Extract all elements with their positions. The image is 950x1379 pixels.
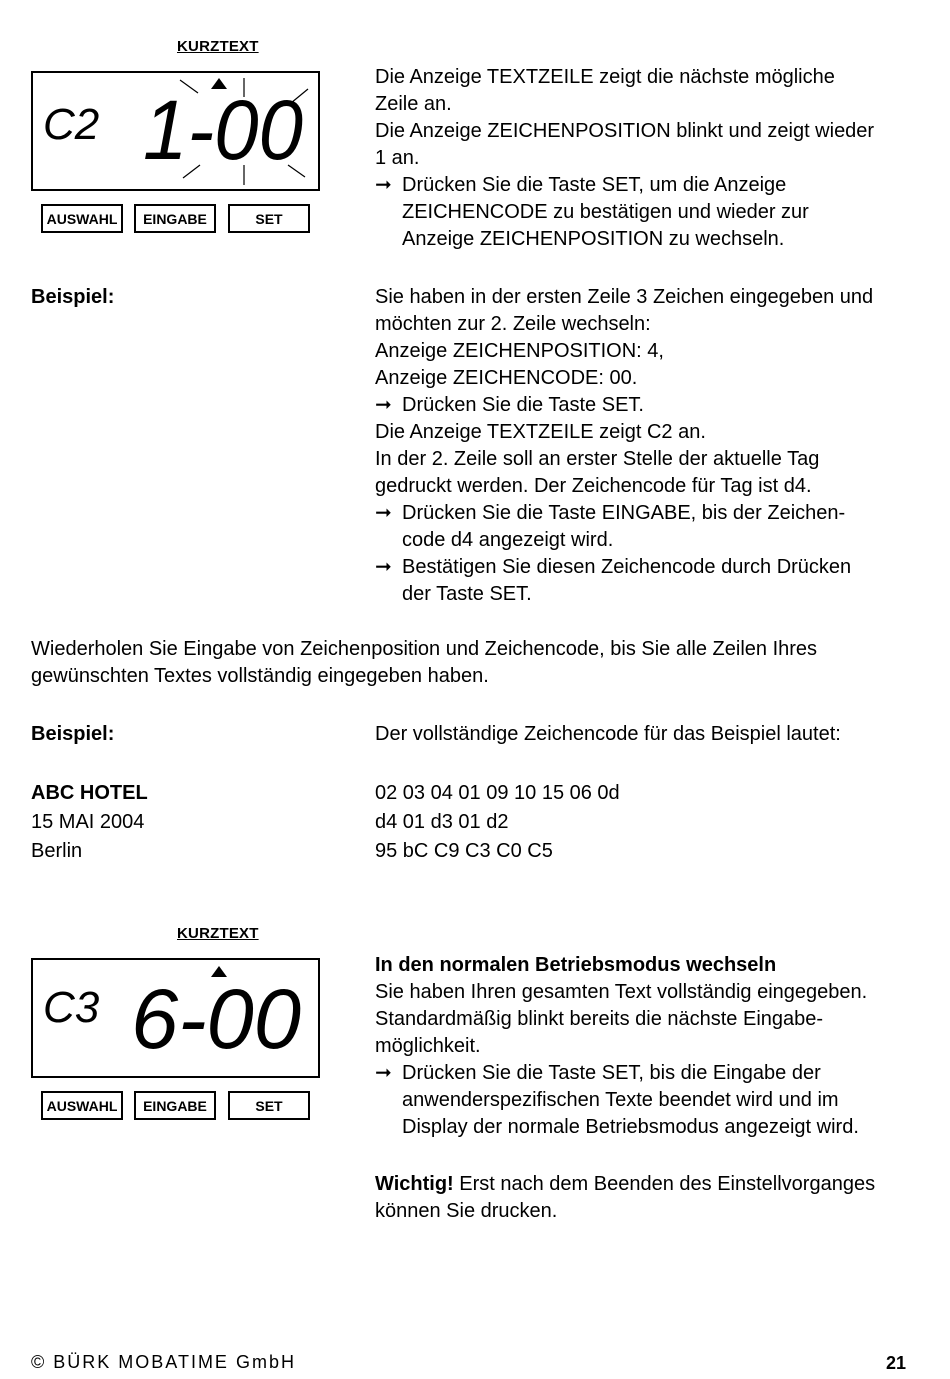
lcd-segments [33,960,318,1076]
example-text-line: Berlin [31,840,83,862]
lcd-display [31,71,320,191]
example2-intro: Der vollständige Zeichencode für das Beispiel lautet: [375,723,841,745]
footer-copyright: © BÜRK MOBATIME GmbH [31,1352,296,1372]
arrow-right-icon: ➞ [375,1062,392,1084]
display-title: KURZTEXT [177,925,259,942]
line-code: C3 [43,983,100,1032]
example-code-line: 95 bC C9 C3 C0 C5 [375,840,553,862]
position-code: 1-00 [143,83,304,177]
auswahl-button[interactable]: AUSWAHL [41,204,123,233]
display-title: KURZTEXT [177,38,259,55]
set-button[interactable]: SET [228,204,310,233]
instruction-step: ➞ Drücken Sie die Taste EINGABE, bis der Zeichen- code d4 angezeigt wird. [375,502,846,551]
section1-text: Die Anzeige TEXTZEILE zeigt die nächste mögliche Zeile an. Die Anzeige ZEICHENPOSITION blinkt und zeigt wieder 1 an. ➞ Drücken Sie die Taste SET, um die Anzeige ZEICHENCODE zu bestätigen und wieder zur Anzeige ZEICHENPOSITION zu wechseln. [375,64,935,253]
page-number: 21 [886,1353,907,1373]
arrow-right-icon: ➞ [375,556,392,578]
lcd-display [31,958,320,1078]
arrow-right-icon: ➞ [375,502,392,524]
example-label: Beispiel: [31,723,115,745]
example-code-line: d4 01 d3 01 d2 [375,811,509,833]
important-label: Wichtig! [375,1173,454,1195]
instruction-step: ➞ Bestätigen Sie diesen Zeichencode durch Drücken der Taste SET. [375,556,852,605]
arrow-right-icon: ➞ [375,394,392,416]
instruction-step: ➞ Drücken Sie die Taste SET, bis die Eingabe der anwenderspezifischen Texte beendet wird und im Display der normale Betriebsmodus angezeigt wird. [375,1062,859,1138]
instruction-step: ➞ Drücken Sie die Taste SET, um die Anzeige ZEICHENCODE zu bestätigen und wieder zur Anzeige ZEICHENPOSITION zu wechseln. [375,174,809,250]
example1-text: Sie haben in der ersten Zeile 3 Zeichen eingegeben und möchten zur 2. Zeile wechseln: Anzeige ZEICHENPOSITION: 4, Anzeige ZEICHENCODE: 00. ➞ Drücken Sie die Taste SET. Die Anzeige TEXTZEILE zeigt C2 an. In der 2. Zeile soll an erster Stelle der aktuelle Tag gedruckt werden. Der Zeichencode für Tag ist d4. ➞ Drücken Sie die Taste EINGABE, bis der Zeichen- code d4 angezeigt wird. ➞ Bestätigen Sie diesen Zeichencode durch Drücken der Taste SET. [375,284,935,608]
eingabe-button[interactable]: EINGABE [134,204,216,233]
set-button[interactable]: SET [228,1091,310,1120]
section3-text: In den normalen Betriebsmodus wechseln Sie haben Ihren gesamten Text vollständig eingegeben. Standardmäßig blinkt bereits die nächste Eingabe- möglichkeit. ➞ Drücken Sie die Taste SET, bis die Eingabe der anwenderspezifischen Texte beendet wird und im Display der normale Betriebsmodus angezeigt wird. [375,952,935,1141]
example-text-line: ABC HOTEL [31,782,148,804]
important-note: Wichtig! Erst nach dem Beenden des Einstellvorganges können Sie drucken. [375,1173,876,1222]
position-code: 6-00 [131,972,302,1066]
section-heading: In den normalen Betriebsmodus wechseln [375,954,777,976]
repeat-paragraph: Wiederholen Sie Eingabe von Zeichenposition und Zeichencode, bis Sie alle Zeilen Ihres gewünschten Textes vollständig eingegeben haben. [31,638,818,687]
example-code-line: 02 03 04 01 09 10 15 06 0d [375,782,620,804]
eingabe-button[interactable]: EINGABE [134,1091,216,1120]
instruction-step: ➞ Drücken Sie die Taste SET. [375,392,935,419]
arrow-right-icon: ➞ [375,174,392,196]
auswahl-button[interactable]: AUSWAHL [41,1091,123,1120]
line-code: C2 [43,100,100,149]
lcd-segments [33,73,318,189]
example-text-line: 15 MAI 2004 [31,811,145,833]
example-label: Beispiel: [31,286,115,308]
